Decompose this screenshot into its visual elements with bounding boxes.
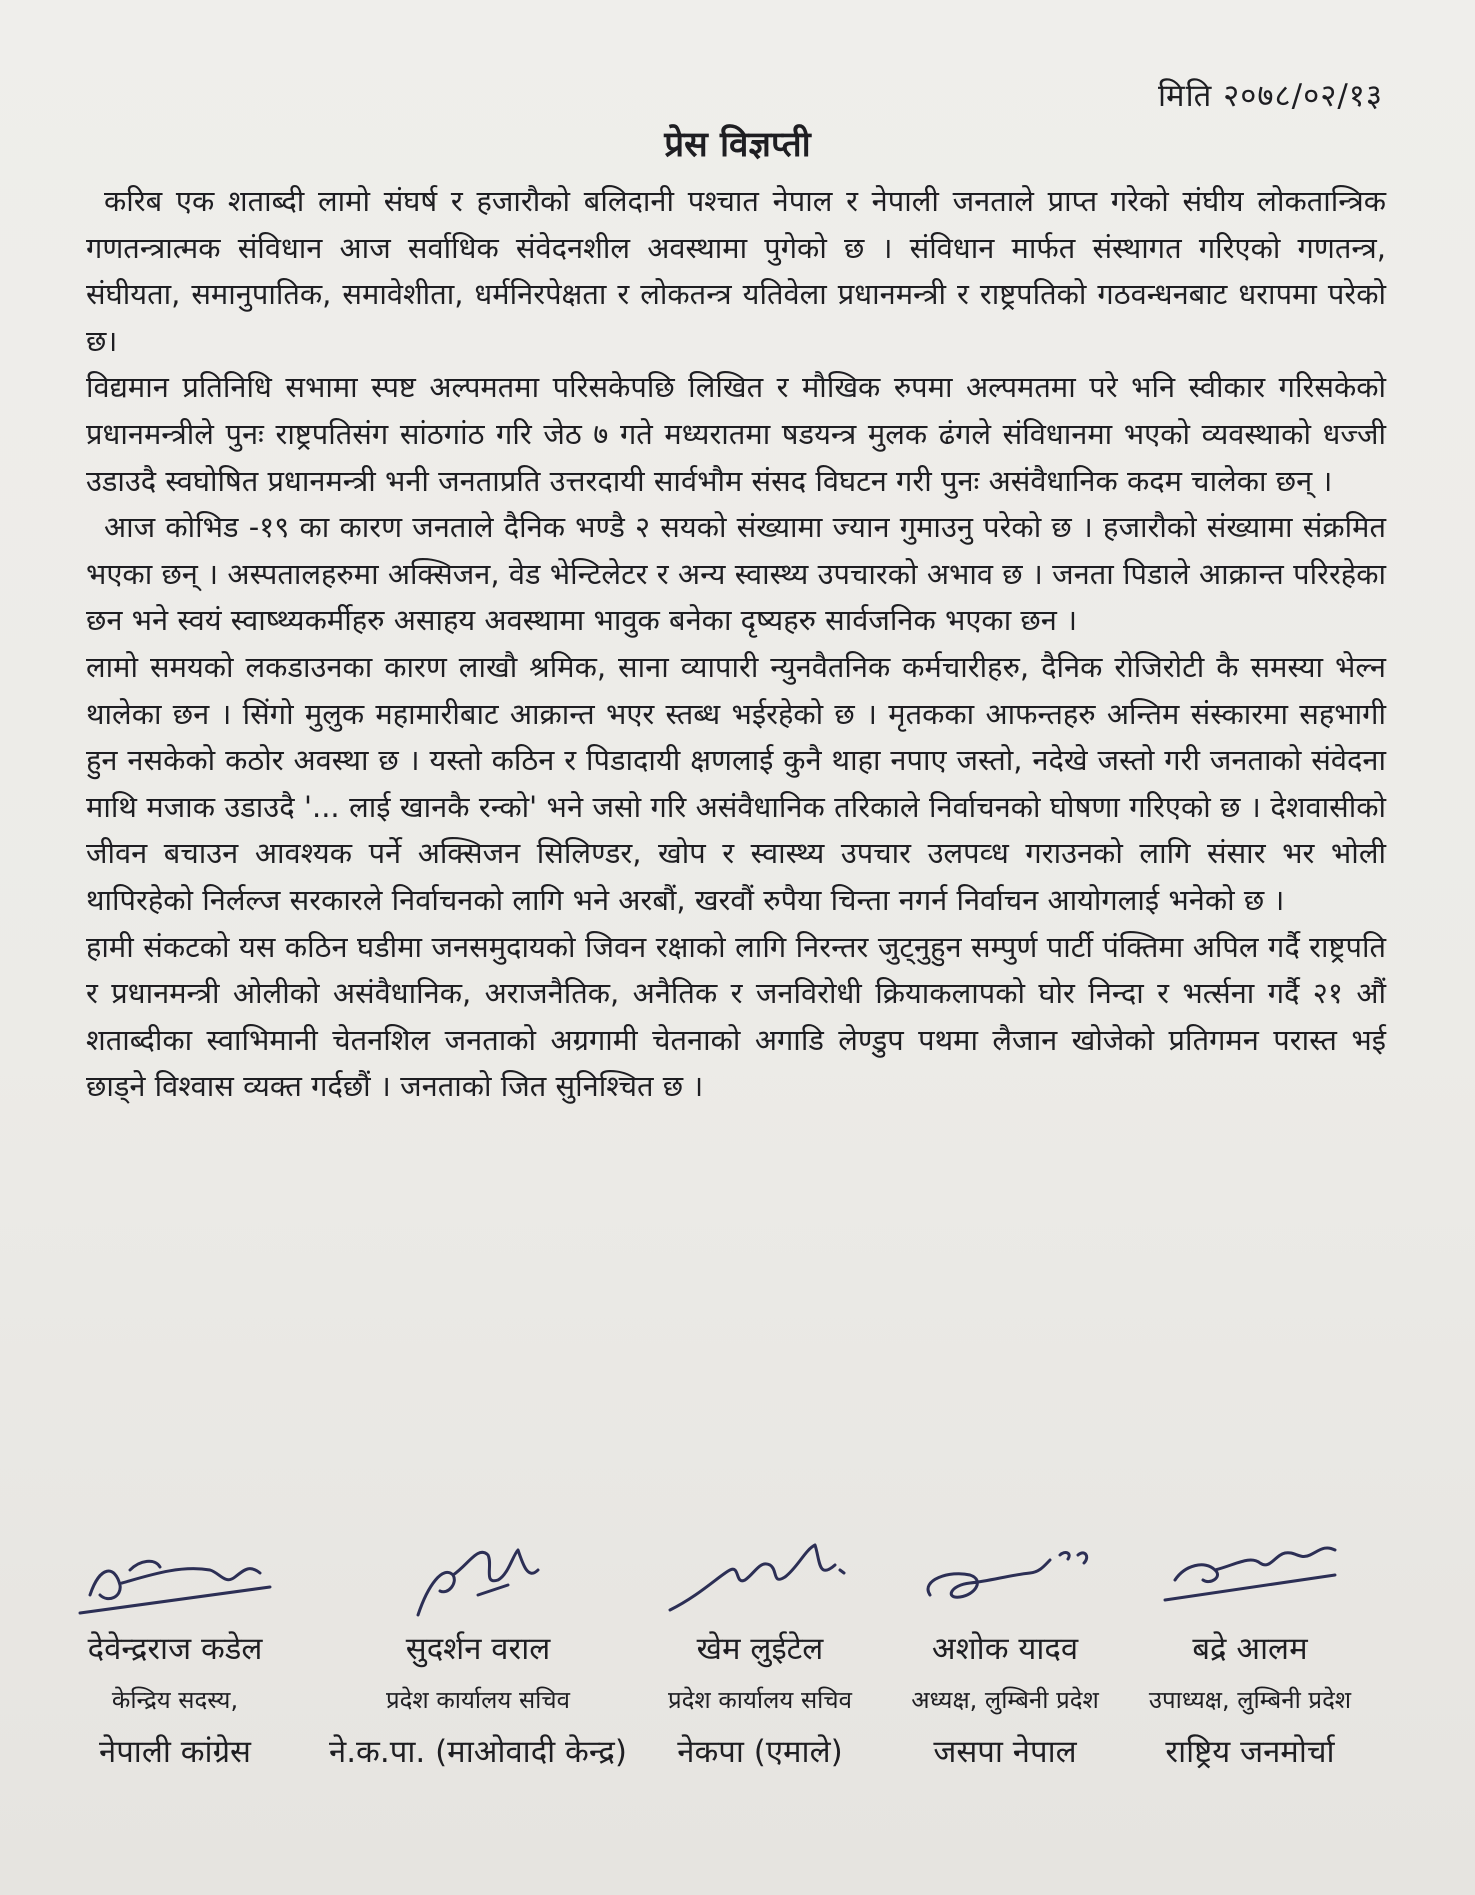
handwritten-signature [358,1525,598,1625]
signatory-role: प्रदेश कार्यालय सचिव [386,1686,570,1714]
body-paragraph: आज कोभिड -१९ का कारण जनताले दैनिक भण्डै २ सयको संख्यामा ज्यान गुमाउनु परेको छ । हजारौको संख्यामा संक्रमित भएका छन् । अस्पतालहरुमा अक्सिजन, वेड भेन्टिलेटर र अन्य स्वास्थ्य उपचारको अभाव छ । जनता पिडाले आक्रान्त परिरहेका छन भने स्वयं स्वाष्थ्यकर्मीहरु असाहय अवस्थामा भावुक बनेका दृष्यहरु सार्वजनिक भएका छन । [86,510,1386,638]
signatory-party: जसपा नेपाल [933,1734,1077,1770]
signatory [1135,1525,1365,1772]
signatory-role: उपाध्यक्ष, लुम्बिनी प्रदेश [1148,1686,1352,1714]
signatory-name: सुदर्शन वराल [405,1631,551,1667]
signatory [308,1525,648,1772]
signatory [890,1525,1120,1772]
body-paragraph: विद्यमान प्रतिनिधि सभामा स्पष्ट अल्पमतमा परिसकेपछि लिखित र मौखिक रुपमा अल्पमतमा परे भनि स्वीकार गरिसकेको प्रधानमन्त्रीले पुनः राष्ट्रपतिसंग सांठगांठ गरि जेठ ७ गते मध्यरातमा षडयन्त्र मुलक ढंगले संविधानमा भएको व्यवस्थाको धज्जी उडाउदै स्वघोषित प्रधानमन्त्री भनी जनताप्रति उत्तरदायी सार्वभौम संसद विघटन गरी पुनः असंवैधानिक कदम चालेका छन् । [86,370,1386,498]
signatory-name: खेम लुईटेल [696,1631,824,1667]
signatory-name: बद्रे आलम [1192,1631,1308,1667]
body-paragraph: करिब एक शताब्दी लामो संघर्ष र हजारौको बलिदानी पश्चात नेपाल र नेपाली जनताले प्राप्त गरेको संघीय लोकतान्त्रिक गणतन्त्रात्मक संविधान आज सर्वाधिक संवेदनशील अवस्थामा पुगेको छ । संविधान मार्फत संस्थागत गरिएको गणतन्त्र, संघीयता, समानुपातिक, समावेशीता, धर्मनिरपेक्षता र लोकतन्त्र यतिवेला प्रधानमन्त्री र राष्ट्रपतिको गठवन्धनबाट धरापमा परेको छ। [86,184,1386,358]
document-date: मिति २०७८/०२/१३ [1158,78,1383,114]
signatory [60,1525,290,1772]
signatory-role: केन्द्रिय सदस्य, [111,1686,239,1714]
document-title: प्रेस विज्ञप्ती [664,125,811,165]
body-paragraph: लामो समयको लकडाउनका कारण लाखौ श्रमिक, साना व्यापारी न्युनवैतनिक कर्मचारीहरु, दैनिक रोजिरोटी कै समस्या भेल्न थालेका छन । सिंगो मुलुक महामारीबाट आक्रान्त भएर स्तब्ध भईरहेको छ । मृतकका आफन्तहरु अन्तिम संस्कारमा सहभागी हुन नसकेको कठोर अवस्था छ । यस्तो कठिन र पिडादायी क्षणलाई कुनै थाहा नपाए जस्तो, नदेखे जस्तो गरी जनताको संवेदना माथि मजाक उडाउदै '... लाई खानकै रन्को' भने जसो गरि असंवैधानिक तरिकाले निर्वाचनको घोषणा गरिएको छ । देशवासीको जीवन बचाउन आवश्यक पर्ने अक्सिजन सिलिण्डर, खोप र स्वास्थ्य उपचार उलपव्ध गराउनको लागि संसार भर भोली थापिरहेको निर्लल्ज सरकारले निर्वाचनको लागि भने अरबौं, खरवौं रुपैया चिन्ता नगर्न निर्वाचन आयोगलाई भनेको छ । [86,649,1386,917]
signatory-role: अध्यक्ष, लुम्बिनी प्रदेश [911,1686,1099,1714]
handwritten-signature [640,1525,880,1625]
body-paragraph: हामी संकटको यस कठिन घडीमा जनसमुदायको जिवन रक्षाको लागि निरन्तर जुट्नुहुन सम्पुर्ण पार्टी पंक्तिमा अपिल गर्दै राष्ट्रपति र प्रधानमन्त्री ओलीको असंवैधानिक, अराजनैतिक, अनैतिक र जनविरोधी क्रियाकलापको घोर निन्दा र भर्त्सना गर्दै २१ औं शताब्दीका स्वाभिमानी चेतनशिल जनताको अग्रगामी चेतनाको अगाडि लेण्डुप पथमा लैजान खोजेको प्रतिगमन परास्त भई छाड्ने विश्वास व्यक्त गर्दछौं । जनताको जित सुनिश्चित छ । [86,929,1386,1104]
signatory-party: नेपाली कांग्रेस [98,1734,252,1770]
signatory-role: प्रदेश कार्यालय सचिव [668,1686,852,1714]
handwritten-signature [890,1525,1120,1625]
handwritten-signature [60,1525,290,1625]
signatory-party: राष्ट्रिय जनमोर्चा [1165,1734,1335,1770]
signatory-party: ने.क.पा. (माओवादी केन्द्र) [329,1734,627,1770]
signatory-name: अशोक यादव [931,1631,1079,1667]
handwritten-signature [1135,1525,1365,1625]
signatory [640,1525,880,1772]
signatory-party: नेकपा (एमाले) [677,1734,843,1770]
signature-block [60,1525,1410,1775]
document-body [86,178,1386,1110]
signatory-name: देवेन्द्रराज कडेल [87,1631,263,1667]
